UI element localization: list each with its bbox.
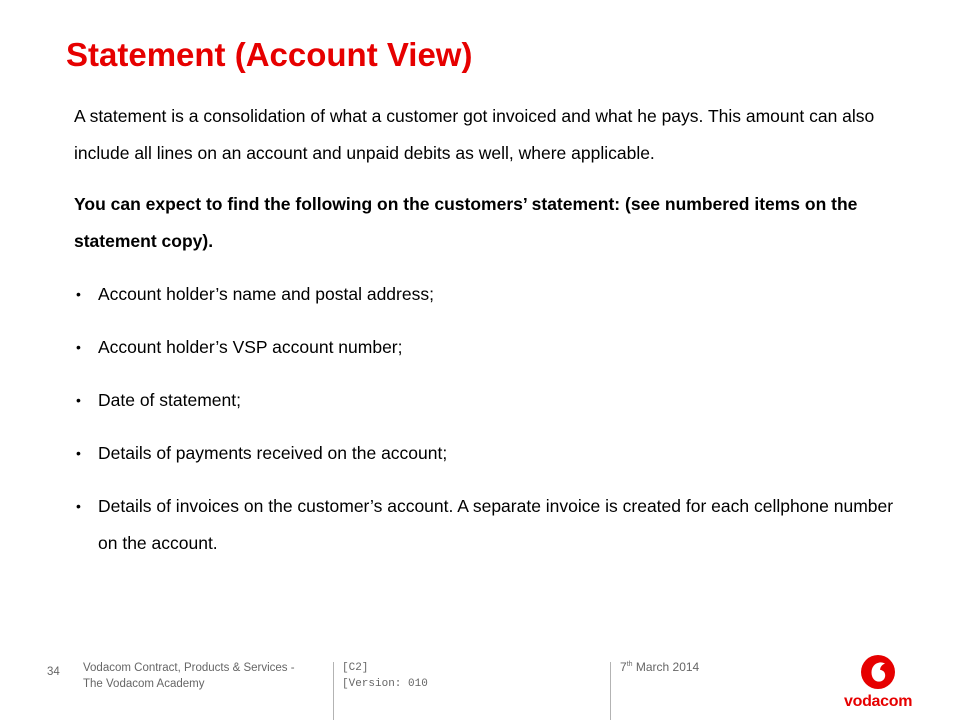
date-suffix: th (626, 661, 633, 668)
footer-company: Vodacom Contract, Products & Services - The Vodacom Academy (83, 662, 295, 690)
bullet-list (74, 276, 902, 562)
bullet-text: Account holder’s name and postal address; (98, 284, 434, 304)
footer-classification (342, 660, 428, 692)
bullet-text: Date of statement; (98, 390, 241, 410)
slide-title: Statement (Account View) (66, 36, 473, 73)
bullet-item (74, 382, 902, 419)
bullet-item (74, 329, 902, 366)
bullet-dot-icon: • (76, 339, 81, 355)
vodacom-logo (844, 654, 912, 711)
bullet-text: Details of payments received on the account; (98, 443, 448, 463)
logo-wordmark: vodacom (844, 693, 913, 710)
speechmark-icon (860, 654, 896, 690)
bullet-text: Account holder’s VSP account number; (98, 337, 403, 357)
classification-label: [C2] (342, 662, 369, 674)
bullet-item (74, 488, 902, 562)
version-label: [Version: 010 (342, 678, 428, 690)
slide-number: 34 (47, 666, 60, 678)
date-day: 7 (620, 660, 627, 674)
bullet-item (74, 276, 902, 313)
lead-paragraph: You can expect to find the following on the customers’ statement: (see numbered items on the statement copy). (74, 194, 858, 251)
footer-date (620, 660, 699, 674)
intro-paragraph: A statement is a consolidation of what a customer got invoiced and what he pays. This amount can also include all lines on an account and unpaid debits as well, where applicable. (74, 106, 875, 163)
slide-body (74, 98, 902, 578)
bullet-dot-icon: • (76, 286, 81, 302)
date-rest: March 2014 (632, 660, 700, 674)
footer-divider (333, 662, 334, 720)
footer-divider (610, 662, 611, 720)
bullet-text: Details of invoices on the customer’s account. A separate invoice is created for each cellphone number on the account. (98, 496, 894, 553)
bullet-dot-icon: • (76, 392, 81, 408)
bullet-dot-icon: • (76, 445, 81, 461)
bullet-dot-icon: • (76, 498, 81, 514)
bullet-item (74, 435, 902, 472)
